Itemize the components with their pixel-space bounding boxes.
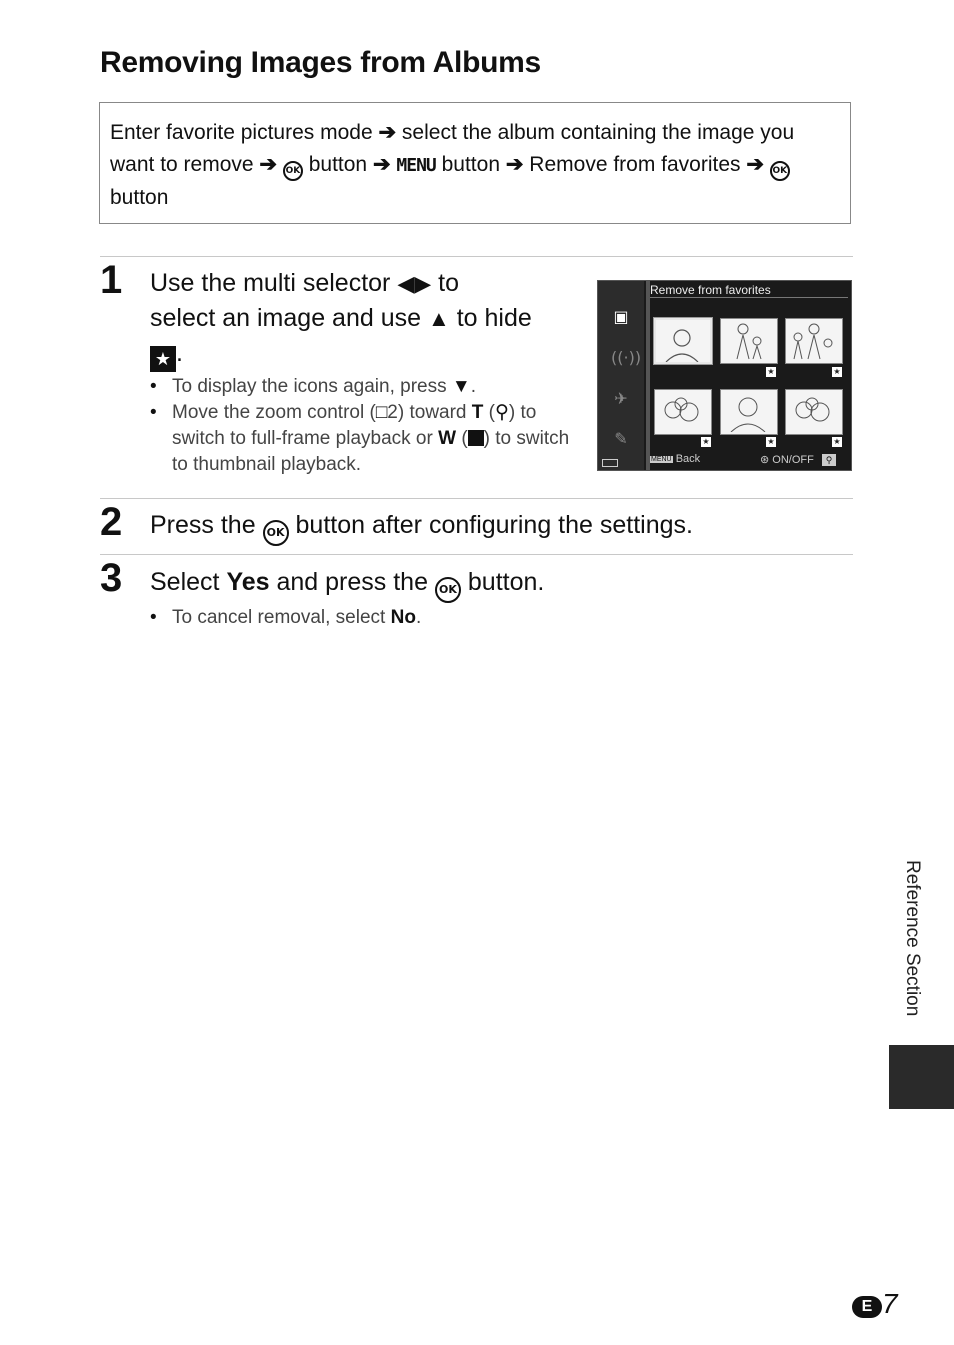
step-2-number: 2 [100, 500, 123, 544]
camera-divider [646, 281, 650, 470]
navigation-path-box [99, 102, 851, 224]
woman-portrait-icon [721, 390, 775, 432]
wireless-icon: ((·)) [611, 348, 642, 367]
yes-option-label: Yes [226, 568, 270, 596]
step-3-text [150, 565, 850, 603]
camera-screen [597, 280, 852, 471]
mother-child-icon [721, 319, 775, 361]
favorite-star-icon: ★ [767, 367, 775, 376]
ok-button-icon: OK [770, 161, 790, 181]
camera-sidebar [598, 281, 644, 470]
step-1-text-c: select an image and use [150, 304, 422, 332]
nav-step-3: Remove from favorites [529, 153, 741, 176]
ok-button-icon: OK [263, 520, 289, 546]
page-number [852, 1288, 898, 1320]
step-1-text: Use the multi selector ◀▶ to select an image and use ▲ to hide ★ . [150, 266, 580, 372]
ok-button-icon: OK [283, 161, 303, 181]
battery-icon [602, 459, 618, 467]
step-1-text-d: to hide [456, 304, 532, 332]
zoom-w-label: W [438, 428, 457, 449]
zoom-t-label: T [471, 402, 484, 423]
no-option-label: No [390, 607, 416, 628]
down-arrow-icon: ▼ [451, 376, 471, 397]
bullet-ref-text: 2) toward [387, 402, 467, 423]
divider [100, 554, 853, 555]
thumbnail-woman-selected[interactable] [654, 318, 712, 364]
divider [100, 498, 853, 499]
arrow-right-icon: ➔ [378, 121, 397, 144]
thumbnail-woman[interactable] [720, 389, 778, 435]
book-ref-icon: □ [375, 402, 388, 423]
favorite-star-icon: ★ [767, 437, 775, 446]
step-1-number: 1 [100, 258, 123, 302]
bullet-text: Move the zoom control ( [172, 402, 376, 423]
nav-button-word: button [308, 153, 368, 176]
step-3-bullets [150, 605, 750, 631]
camera-footer [650, 453, 848, 469]
step-1-text-b: to [438, 269, 459, 297]
bullet-text: to switch to thumbnail playback. [172, 428, 570, 475]
list-item: • To display the icons again, press ▼. [150, 374, 570, 400]
side-tab-block [889, 1045, 954, 1109]
favorite-folder-icon: ▣ [613, 307, 629, 326]
side-tab-label: Reference Section [902, 860, 923, 1017]
step-1-bullets [150, 374, 570, 478]
bullet-text: to switch to full-frame playback or [172, 402, 537, 449]
reference-section-icon: E [852, 1296, 882, 1318]
step-2-text [150, 508, 850, 546]
satellite-icon: ✈ [614, 389, 628, 408]
family-icon [786, 319, 840, 361]
flowers-icon [655, 390, 709, 432]
arrow-right-icon: ➔ [259, 153, 278, 176]
favorite-star-icon: ★ [833, 437, 841, 446]
onoff-label: ON/OFF [772, 454, 814, 466]
divider [100, 256, 853, 257]
list-item: • Move the zoom control (□2) toward T (⚲) to switch to full-frame playback or W ( ) to switch to thumbnail playback. [150, 400, 570, 478]
nav-button-word: button [441, 153, 500, 176]
favorite-star-icon: ★ [702, 437, 710, 446]
menu-small-icon: MENU [651, 456, 672, 463]
nav-step-1: Enter favorite pictures mode [110, 121, 373, 144]
ok-button-icon: OK [435, 577, 461, 603]
nav-step-2: select the album containing the image you want to remove [110, 121, 795, 176]
page-number-value: 7 [882, 1288, 898, 1319]
zoom-in-magnifier-icon: ⚲ [495, 402, 509, 423]
arrow-right-icon: ➔ [372, 153, 391, 176]
woman-portrait-icon [656, 320, 710, 362]
step-3-text-c: button. [467, 568, 545, 596]
page-title: Removing Images from Albums [100, 46, 541, 79]
thumbnail-flowers[interactable] [654, 389, 712, 435]
flowers-icon [786, 390, 840, 432]
step-2-text-b: button after configuring the settings. [295, 511, 693, 539]
wrench-icon: ✎ [614, 429, 628, 448]
step-3-text-b: and press the [276, 568, 428, 596]
thumbnail-flowers-2[interactable] [785, 389, 843, 435]
camera-title-rule [650, 297, 848, 298]
thumbnail-family[interactable] [785, 318, 843, 364]
dial-icon: ⊛ [760, 454, 770, 466]
bullet-text: To cancel removal, select [172, 607, 386, 628]
up-arrow-icon: ▲ [427, 306, 450, 331]
nav-button-word: button [110, 186, 169, 209]
arrow-right-icon: ➔ [746, 153, 764, 176]
step-3-text-a: Select [150, 568, 220, 596]
favorite-star-icon: ★ [150, 346, 176, 372]
zoom-magnifier-icon: ⚲ [822, 454, 836, 466]
left-right-arrows-icon: ◀▶ [397, 271, 432, 296]
menu-button-icon: MENU [396, 155, 436, 176]
camera-screen-title: Remove from favorites [650, 283, 771, 297]
onoff-label-wrap [760, 453, 814, 466]
bullet-text: To display the icons again, press [172, 376, 447, 397]
arrow-right-icon: ➔ [505, 153, 524, 176]
favorite-star-icon: ★ [833, 367, 841, 376]
thumbnail-mother-child[interactable] [720, 318, 778, 364]
thumbnail-grid-icon [468, 430, 484, 446]
back-label: Back [675, 453, 701, 465]
step-3-number: 3 [100, 556, 123, 600]
list-item: • To cancel removal, select No. [150, 605, 750, 631]
step-1-text-a: Use the multi selector [150, 269, 391, 297]
step-2-text-a: Press the [150, 511, 256, 539]
